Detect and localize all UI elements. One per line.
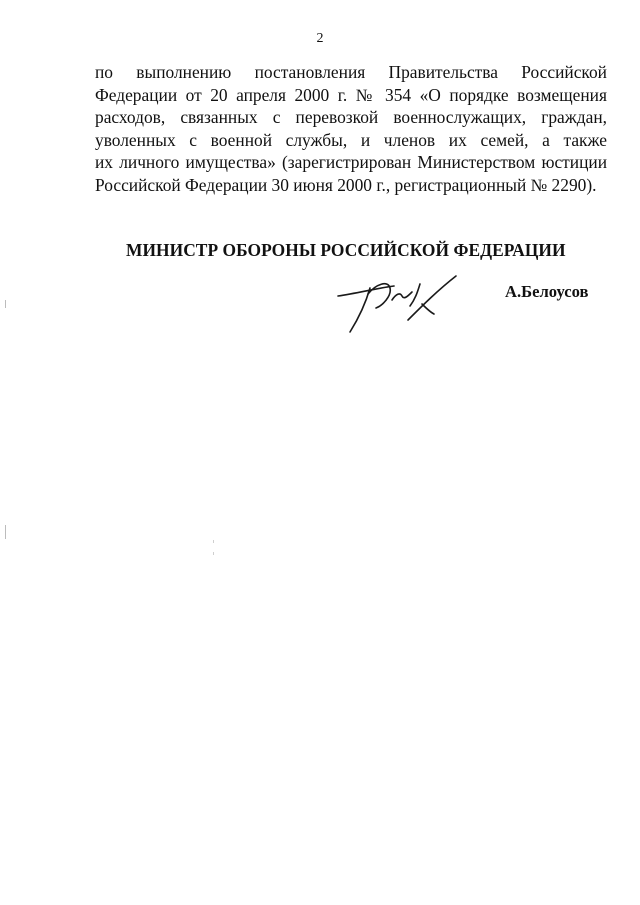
body-line: Федерации от 20 апреля 2000 г. № 354 «О порядке возмещения — [95, 84, 607, 105]
body-line: уволенных с военной службы, и членов их семей, а также — [95, 129, 607, 150]
scan-dot — [213, 540, 214, 543]
signatory-name: А.Белоусов — [505, 282, 589, 301]
body-line: их личного имущества» (зарегистрирован Министерством юстиции — [95, 152, 607, 173]
body-line: по выполнению постановления Правительства Российской — [95, 62, 607, 82]
body-line: Российской Федерации 30 июня 2000 г., регистрационный № 2290). — [95, 174, 597, 195]
scan-margin-mark — [5, 300, 6, 308]
handwritten-signature — [330, 266, 470, 338]
scan-margin-mark — [5, 525, 6, 539]
body-paragraph — [95, 61, 607, 197]
scan-dot — [213, 552, 214, 555]
body-line: расходов, связанных с перевозкой военнослужащих, граждан, — [95, 107, 607, 128]
signatory-title: МИНИСТР ОБОРОНЫ РОССИЙСКОЙ ФЕДЕРАЦИИ — [126, 240, 566, 260]
page-number: 2 — [316, 31, 324, 46]
